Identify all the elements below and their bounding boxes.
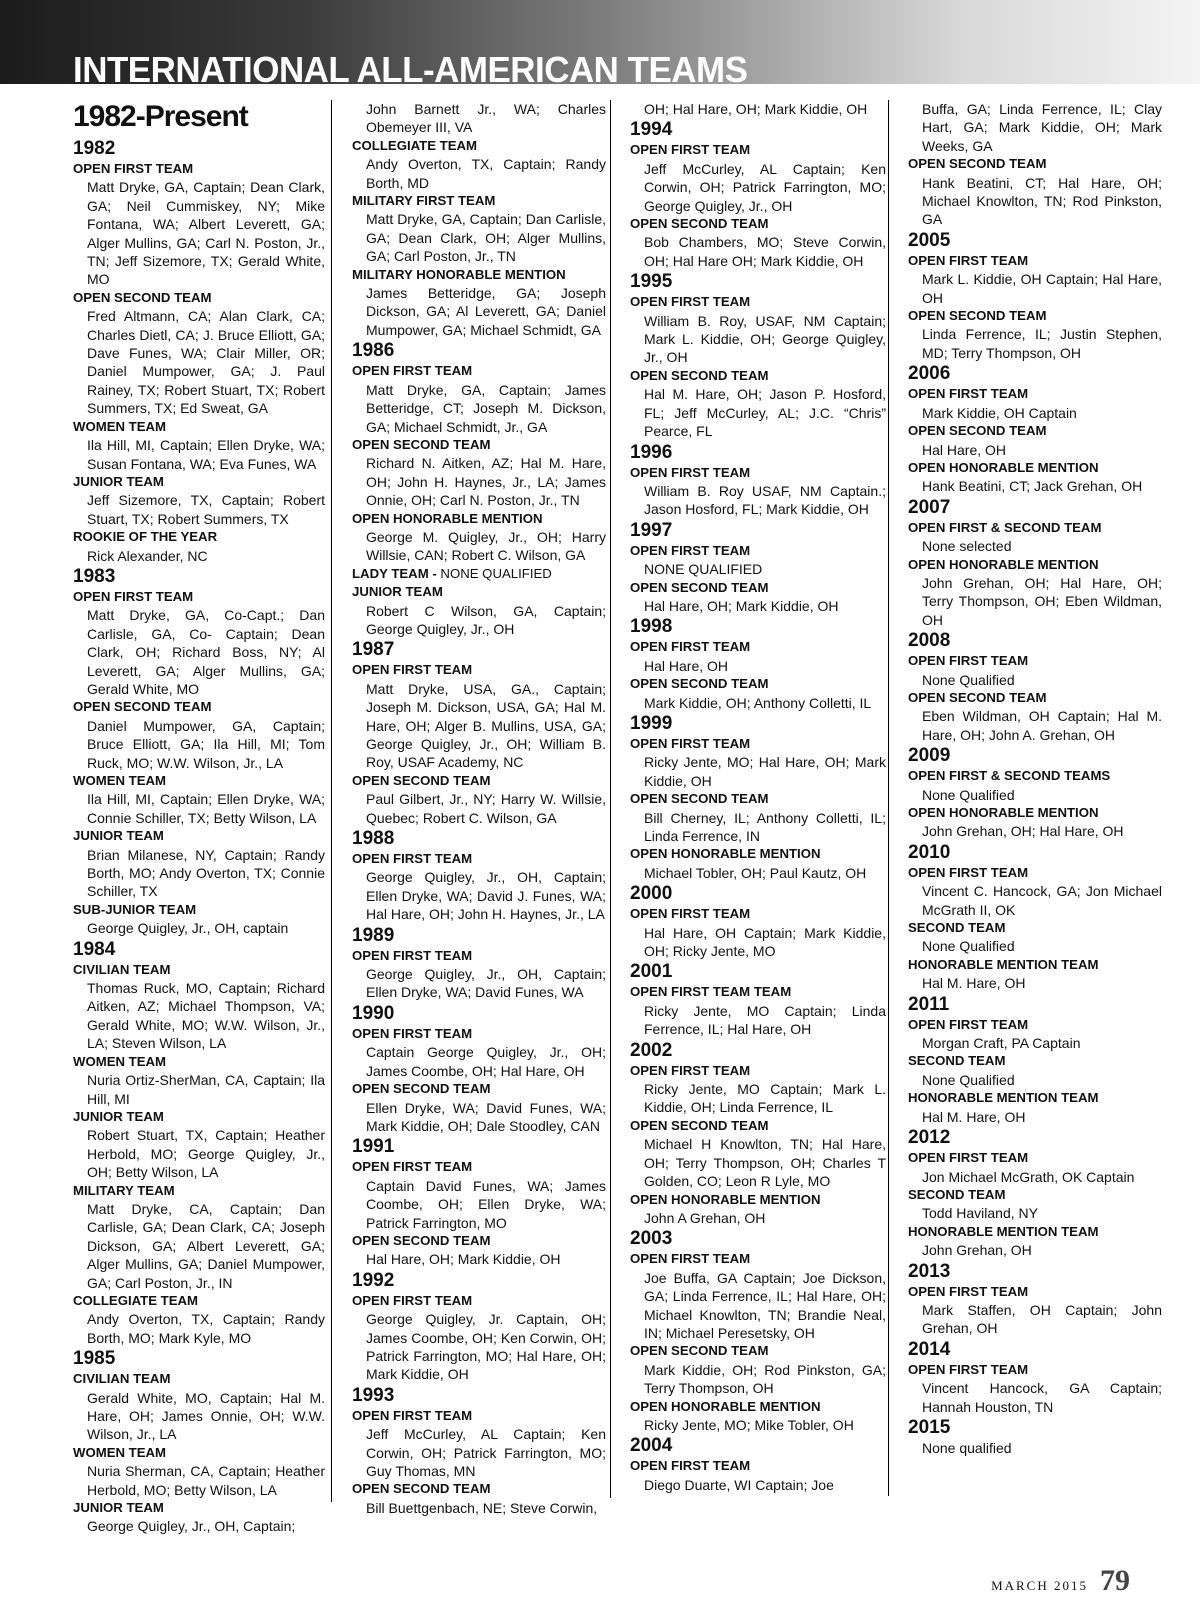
year-heading: 2000 — [630, 883, 673, 905]
team-heading — [73, 160, 325, 178]
team-label: WOMEN TEAM — [73, 1053, 167, 1069]
team-heading — [352, 1232, 606, 1250]
team-members: Linda Ferrence, IL; Justin Stephen, MD; Terry Thompson, OH — [922, 326, 1162, 361]
team-label: OPEN SECOND TEAM — [352, 1481, 491, 1497]
team-members: Bill Cherney, IL; Anthony Colletti, IL; Linda Ferrence, IN — [644, 809, 886, 844]
year-heading: 1995 — [630, 271, 673, 293]
team-members: Thomas Ruck, MO, Captain; Richard Aitken, AZ; Michael Thompson, VA; Gerald White, MO; W.W. Wilson, Jr., LA; Steven Wilson, LA — [87, 980, 325, 1052]
team-heading — [352, 565, 606, 583]
team-members: NONE QUALIFIED — [644, 561, 763, 578]
team-heading — [630, 579, 886, 597]
team-members: Michael H Knowlton, TN; Hal Hare, OH; Terry Thompson, OH; Charles T Golden, CO; Leon R Lyle, MO — [644, 1136, 886, 1190]
team-members: Matt Dryke, GA, Captain; Dan Carlisle, GA; Dean Clark, OH; Alger Mullins, GA; Carl Poston, Jr., TN — [366, 211, 606, 265]
team-heading — [908, 956, 1162, 974]
team-members: Nuria Ortiz-SherMan, CA, Captain; Ila Hill, MI — [87, 1072, 325, 1107]
team-members: Todd Haviland, NY — [922, 1205, 1038, 1222]
team-heading — [73, 528, 325, 546]
team-heading — [352, 1158, 606, 1176]
year-heading: 1999 — [630, 712, 673, 734]
team-label: SUB-JUNIOR TEAM — [73, 901, 197, 917]
team-label: OPEN FIRST TEAM — [908, 386, 1029, 402]
year-heading: 1985 — [73, 1348, 116, 1370]
column-1 — [73, 100, 325, 1536]
team-members: Captain George Quigley, Jr., OH; James Coombe, OH; Hal Hare, OH — [366, 1044, 606, 1079]
team-heading — [908, 307, 1162, 325]
team-label: OPEN FIRST TEAM — [352, 662, 473, 678]
column-4 — [908, 100, 1162, 1457]
team-heading — [352, 583, 606, 601]
team-heading — [908, 652, 1162, 670]
team-label: CIVILIAN TEAM — [73, 1371, 171, 1387]
team-heading — [73, 1053, 325, 1071]
team-label: OPEN SECOND TEAM — [630, 216, 769, 232]
team-heading — [630, 367, 886, 385]
team-heading — [630, 293, 886, 311]
team-label: COLLEGIATE TEAM — [352, 137, 478, 153]
team-label: JUNIOR TEAM — [73, 1500, 164, 1516]
column-rule — [331, 100, 332, 1502]
team-heading — [73, 698, 325, 716]
year-heading: 1986 — [352, 340, 395, 362]
team-members: Fred Altmann, CA; Alan Clark, CA; Charles Dietl, CA; J. Bruce Elliott, GA; Dave Funes, WA; Clair Miller, OR; Daniel Mumpower, GA; J. Paul Rainey, TX; Robert Stuart, TX; Robert Summers, TX; Ed Sweat, GA — [87, 308, 325, 417]
team-members: Eben Wildman, OH Captain; Hal M. Hare, OH; John A. Grehan, OH — [922, 708, 1162, 743]
team-label: LADY TEAM - — [352, 565, 437, 581]
team-members: Mark Kiddie, OH; Rod Pinkston, GA; Terry Thompson, OH — [644, 1361, 886, 1397]
year-heading: 2003 — [630, 1228, 673, 1250]
team-label: MILITARY FIRST TEAM — [352, 193, 496, 209]
team-heading — [352, 661, 606, 679]
year-heading: 1988 — [352, 828, 395, 850]
team-members: Hal M. Hare, OH; Jason P. Hosford, FL; Jeff McCurley, AL; J.C. “Chris” Pearce, FL — [644, 386, 886, 440]
team-members: Ricky Jente, MO Captain; Mark L. Kiddie, OH; Linda Ferrence, IL — [644, 1081, 886, 1116]
team-members: None selected — [922, 538, 1012, 555]
team-members: James Betteridge, GA; Joseph Dickson, GA; Al Leverett, GA; Daniel Mumpower, GA; Michael Schmidt, GA — [366, 285, 606, 338]
team-label: MILITARY TEAM — [73, 1182, 175, 1198]
team-heading — [73, 473, 325, 491]
team-members: George Quigley, Jr., OH, Captain; — [87, 1518, 296, 1535]
team-members: Nuria Sherman, CA, Captain; Heather Herbold, MO; Betty Wilson, LA — [87, 1463, 325, 1498]
year-heading: 2014 — [908, 1338, 951, 1360]
team-heading — [352, 510, 606, 528]
team-label: OPEN FIRST TEAM — [630, 735, 751, 751]
team-label: OPEN SECOND TEAM — [630, 1117, 769, 1133]
team-label: OPEN SECOND TEAM — [352, 436, 491, 452]
team-heading — [630, 905, 886, 923]
team-heading — [73, 1370, 325, 1388]
team-heading — [630, 141, 886, 159]
team-heading — [908, 1361, 1162, 1379]
year-heading: 2007 — [908, 496, 951, 518]
team-members: Bill Buettgenbach, NE; Steve Corwin, — [366, 1499, 598, 1516]
team-members: William B. Roy USAF, NM Captain.; Jason Hosford, FL; Mark Kiddie, OH — [644, 482, 886, 518]
team-label: OPEN FIRST TEAM — [73, 161, 194, 176]
team-heading — [73, 588, 325, 606]
year-heading: 2002 — [630, 1039, 673, 1061]
year-heading: 1989 — [352, 924, 395, 946]
team-members: Andy Overton, TX, Captain; Randy Borth, MO; Mark Kyle, MO — [87, 1311, 325, 1346]
team-heading — [73, 1108, 325, 1126]
team-heading — [352, 1407, 606, 1425]
issue-date: MARCH 2015 — [991, 1578, 1088, 1593]
team-heading — [73, 1444, 325, 1462]
team-label: HONORABLE MENTION TEAM — [908, 1090, 1099, 1106]
team-heading — [630, 1250, 886, 1268]
team-label: HONORABLE MENTION TEAM — [908, 1223, 1099, 1239]
team-members: None Qualified — [922, 786, 1015, 803]
column-rule — [610, 100, 611, 1498]
team-members: Hal M. Hare, OH — [922, 1108, 1026, 1125]
team-heading — [908, 1089, 1162, 1107]
team-heading — [352, 192, 606, 210]
year-heading: 2015 — [908, 1416, 951, 1438]
team-heading — [908, 252, 1162, 270]
team-label: OPEN FIRST TEAM — [908, 653, 1029, 669]
column-entries — [908, 100, 1162, 1457]
team-members: Ila Hill, MI, Captain; Ellen Dryke, WA; Connie Schiller, TX; Betty Wilson, LA — [87, 791, 325, 826]
team-members: John Grehan, OH; Hal Hare, OH; Terry Thompson, OH; Eben Wildman, OH — [922, 574, 1162, 628]
team-label: OPEN FIRST TEAM — [352, 1407, 473, 1423]
team-members: Captain David Funes, WA; James Coombe, OH; Ellen Dryke, WA; Patrick Farrington, MO — [366, 1177, 606, 1231]
team-members: Hank Beatini, CT; Jack Grehan, OH — [922, 478, 1143, 495]
team-members: John A Grehan, OH — [644, 1209, 766, 1226]
team-heading — [908, 1016, 1162, 1034]
team-members: George Quigley, Jr., OH, Captain; Ellen Dryke, WA; David J. Funes, WA; Hal Hare, OH; John H. Haynes, Jr., LA — [366, 869, 606, 923]
team-label: WOMEN TEAM — [73, 418, 167, 434]
team-label: OPEN HONORABLE MENTION — [352, 510, 543, 526]
team-label: OPEN SECOND TEAM — [630, 791, 769, 807]
year-heading: 1990 — [352, 1002, 395, 1024]
year-heading: 1996 — [630, 441, 673, 463]
column-entries — [73, 138, 325, 1536]
team-label: OPEN SECOND TEAM — [630, 367, 769, 383]
team-heading — [352, 362, 606, 380]
team-members: Ricky Jente, MO; Hal Hare, OH; Mark Kiddie, OH — [644, 754, 886, 789]
team-heading — [352, 850, 606, 868]
team-label: OPEN HONORABLE MENTION — [908, 805, 1099, 820]
team-heading — [630, 735, 886, 753]
team-label: OPEN FIRST TEAM — [630, 1062, 751, 1078]
team-members: Jeff McCurley, AL Captain; Ken Corwin, OH; Patrick Farrington, MO; Guy Thomas, MN — [366, 1426, 606, 1479]
team-heading — [908, 422, 1162, 440]
team-heading — [630, 983, 886, 1001]
team-heading — [352, 1480, 606, 1498]
team-heading — [908, 1283, 1162, 1301]
team-members: Vincent C. Hancock, GA; Jon Michael McGrath II, OK — [922, 883, 1162, 918]
team-label: OPEN SECOND TEAM — [630, 579, 769, 595]
team-members: None Qualified — [922, 671, 1015, 688]
team-members: Jeff Sizemore, TX, Captain; Robert Stuart, TX; Robert Summers, TX — [87, 492, 325, 527]
team-heading — [73, 418, 325, 436]
team-label: OPEN FIRST TEAM — [630, 464, 751, 480]
year-heading: 2011 — [908, 993, 950, 1015]
year-heading: 1998 — [630, 616, 673, 638]
team-heading — [908, 155, 1162, 173]
team-heading — [630, 464, 886, 482]
year-heading: 1987 — [352, 639, 395, 661]
team-members: Buffa, GA; Linda Ferrence, IL; Clay Hart, GA; Mark Kiddie, OH; Mark Weeks, GA — [922, 101, 1162, 154]
team-heading — [73, 289, 325, 307]
team-heading — [352, 1292, 606, 1310]
team-label: OPEN SECOND TEAM — [352, 1232, 491, 1248]
team-heading — [630, 215, 886, 233]
year-heading: 2006 — [908, 363, 951, 385]
year-heading: 1982 — [73, 138, 116, 159]
team-heading — [630, 845, 886, 863]
team-label: OPEN FIRST TEAM — [908, 1283, 1029, 1299]
team-label: OPEN SECOND TEAM — [73, 289, 212, 305]
team-label: OPEN FIRST TEAM — [630, 906, 751, 922]
team-heading — [908, 689, 1162, 707]
team-members: Mark Kiddie, OH; Anthony Colletti, IL — [644, 694, 872, 711]
team-members: George M. Quigley, Jr., OH; Harry Willsie, CAN; Robert C. Wilson, GA — [366, 528, 606, 564]
team-heading — [908, 1149, 1162, 1167]
team-heading — [908, 459, 1162, 477]
team-members: John Grehan, OH; Hal Hare, OH — [922, 823, 1124, 840]
team-label: WOMEN TEAM — [73, 773, 167, 788]
team-heading — [630, 638, 886, 656]
team-label: OPEN HONORABLE MENTION — [630, 1191, 821, 1207]
year-heading: 2001 — [630, 961, 673, 983]
team-note: NONE QUALIFIED — [440, 565, 552, 581]
team-heading — [630, 1342, 886, 1360]
team-label: OPEN FIRST TEAM — [73, 588, 194, 604]
team-heading — [908, 919, 1162, 937]
team-label: COLLEGIATE TEAM — [73, 1292, 199, 1308]
team-heading — [630, 1457, 886, 1475]
team-label: OPEN FIRST TEAM — [630, 1251, 751, 1267]
team-label: OPEN FIRST TEAM — [352, 851, 473, 867]
team-heading — [908, 385, 1162, 403]
team-members: Matt Dryke, GA, Captain; James Betteridge, CT; Joseph M. Dickson, GA; Michael Schmidt, Jr., GA — [366, 381, 606, 435]
team-label: OPEN SECOND TEAM — [630, 1343, 769, 1359]
team-members: Hal Hare, OH Captain; Mark Kiddie, OH; Ricky Jente, MO — [644, 924, 886, 960]
team-label: OPEN FIRST TEAM — [630, 142, 751, 158]
team-heading — [908, 556, 1162, 574]
team-label: OPEN SECOND TEAM — [73, 699, 212, 715]
team-label: JUNIOR TEAM — [73, 828, 164, 844]
team-members: None Qualified — [922, 938, 1015, 955]
team-members: Hank Beatini, CT; Hal Hare, OH; Michael Knowlton, TN; Rod Pinkston, GA — [922, 174, 1162, 228]
year-heading: 2008 — [908, 630, 951, 652]
team-heading — [908, 767, 1162, 785]
team-members: Hal Hare, OH — [922, 441, 1007, 458]
team-members: Ricky Jente, MO; Mike Tobler, OH — [644, 1416, 854, 1433]
column-2 — [352, 100, 606, 1517]
team-heading — [908, 519, 1162, 537]
team-members: Michael Tobler, OH; Paul Kautz, OH — [644, 864, 867, 881]
team-members: Hal Hare, OH; Mark Kiddie, OH — [644, 597, 839, 614]
column-3 — [630, 100, 886, 1494]
team-members: George Quigley, Jr., OH, captain — [87, 920, 289, 937]
team-label: OPEN FIRST & SECOND TEAM — [908, 519, 1102, 535]
team-members: Morgan Craft, PA Captain — [922, 1035, 1081, 1052]
team-members: William B. Roy, USAF, NM Captain; Mark L. Kiddie, OH; George Quigley, Jr., OH — [644, 312, 886, 366]
team-members: Richard N. Aitken, AZ; Hal M. Hare, OH; John H. Haynes, Jr., LA; James Onnie, OH; Carl N. Poston, Jr., TN — [366, 455, 606, 509]
team-heading — [352, 436, 606, 454]
team-members: George Quigley, Jr., OH, Captain; Ellen Dryke, WA; David Funes, WA — [366, 966, 606, 1001]
team-heading — [630, 1062, 886, 1080]
team-label: OPEN FIRST TEAM — [908, 252, 1029, 268]
team-heading — [352, 1080, 606, 1098]
team-label: MILITARY HONORABLE MENTION — [352, 266, 566, 282]
team-heading — [630, 1117, 886, 1135]
team-heading — [73, 827, 325, 845]
page-number: 79 — [1100, 1564, 1130, 1597]
team-heading — [352, 137, 606, 155]
team-label: OPEN FIRST TEAM — [908, 1150, 1029, 1166]
team-label: OPEN FIRST TEAM — [352, 363, 473, 379]
team-members: Jon Michael McGrath, OK Captain — [922, 1168, 1135, 1185]
team-label: OPEN HONORABLE MENTION — [630, 1398, 821, 1414]
team-label: WOMEN TEAM — [73, 1444, 167, 1460]
column-rule — [888, 100, 889, 1496]
year-heading: 2009 — [908, 745, 951, 767]
team-label: ROOKIE OF THE YEAR — [73, 529, 218, 545]
team-label: SECOND TEAM — [908, 1053, 1006, 1069]
year-heading: 1984 — [73, 938, 116, 960]
team-members: Paul Gilbert, Jr., NY; Harry W. Willsie, Quebec; Robert C. Wilson, GA — [366, 791, 606, 826]
column-entries — [630, 100, 886, 1494]
team-heading — [73, 961, 325, 979]
team-members: Hal Hare, OH — [644, 657, 729, 674]
team-members: Rick Alexander, NC — [87, 547, 208, 564]
team-label: HONORABLE MENTION TEAM — [908, 956, 1099, 972]
year-heading: 1983 — [73, 565, 116, 587]
team-heading — [630, 790, 886, 808]
team-members: Matt Dryke, CA, Captain; Dan Carlisle, GA; Dean Clark, CA; Joseph Dickson, GA; Albert Leverett, GA; Alger Mullins, GA; Daniel Mumpower, GA; Carl Poston, Jr., IN — [87, 1200, 325, 1291]
team-label: JUNIOR TEAM — [73, 1108, 164, 1124]
team-members: Andy Overton, TX, Captain; Randy Borth, MD — [366, 156, 606, 191]
year-heading: 1991 — [352, 1136, 395, 1158]
team-label: OPEN FIRST TEAM — [352, 947, 473, 963]
team-heading — [908, 804, 1162, 822]
team-heading — [908, 1186, 1162, 1204]
team-members: Daniel Mumpower, GA, Captain; Bruce Elliott, GA; Ila Hill, MI; Tom Ruck, MO; W.W. Wilson, Jr., LA — [87, 717, 325, 771]
team-members: Mark Kiddie, OH Captain — [922, 404, 1077, 421]
team-members: George Quigley, Jr. Captain, OH; James Coombe, OH; Ken Corwin, OH; Patrick Farrington, MO; Hal Hare, OH; Mark Kiddie, OH — [366, 1311, 606, 1383]
team-members: Joe Buffa, GA Captain; Joe Dickson, GA; Linda Ferrence, IL; Hal Hare, OH; Michael Knowlton, TN; Brandie Neal, IN; Michael Peresetsky, OH — [644, 1269, 886, 1341]
team-members: None qualified — [922, 1439, 1012, 1456]
team-label: OPEN FIRST TEAM — [630, 542, 751, 558]
team-label: OPEN SECOND TEAM — [908, 308, 1047, 324]
year-heading: 1997 — [630, 519, 673, 541]
team-members: John Grehan, OH — [922, 1242, 1032, 1259]
team-members: Robert C Wilson, GA, Captain; George Quigley, Jr., OH — [366, 602, 606, 637]
team-label: JUNIOR TEAM — [73, 473, 164, 489]
team-label: OPEN SECOND TEAM — [908, 689, 1047, 705]
team-label: OPEN HONORABLE MENTION — [908, 556, 1099, 572]
team-label: OPEN HONORABLE MENTION — [630, 846, 821, 862]
team-members: Brian Milanese, NY, Captain; Randy Borth, MO; Andy Overton, TX; Connie Schiller, TX — [87, 846, 325, 900]
team-label: JUNIOR TEAM — [352, 584, 443, 600]
team-heading — [73, 1182, 325, 1200]
team-heading — [73, 1292, 325, 1310]
column-entries — [352, 100, 606, 1517]
team-members: OH; Hal Hare, OH; Mark Kiddie, OH — [644, 101, 868, 117]
team-heading — [352, 772, 606, 790]
team-members: None Qualified — [922, 1071, 1015, 1088]
team-members: Mark L. Kiddie, OH Captain; Hal Hare, OH — [922, 271, 1162, 306]
team-members: Ellen Dryke, WA; David Funes, WA; Mark Kiddie, OH; Dale Stoodley, CAN — [366, 1099, 606, 1134]
team-label: OPEN FIRST TEAM — [352, 1025, 473, 1041]
team-members: Matt Dryke, GA, Captain; Dean Clark, GA; Neil Cummiskey, NY; Mike Fontana, WA; Albert Leverett, GA; Alger Mullins, GA; Carl N. Poston, Jr., TN; Jeff Sizemore, TX; Gerald White, MO — [87, 179, 325, 288]
page-title: INTERNATIONAL ALL-AMERICAN TEAMS — [73, 49, 748, 90]
team-members: Matt Dryke, GA, Co-Capt.; Dan Carlisle, GA, Co- Captain; Dean Clark, OH; Richard Boss, NY; Al Leverett, GA; Alger Mullins, GA; Gerald White, MO — [87, 607, 325, 697]
team-members: Mark Staffen, OH Captain; John Grehan, OH — [922, 1301, 1162, 1337]
year-heading: 1993 — [352, 1384, 395, 1406]
year-heading: 2010 — [908, 841, 951, 863]
team-members: Jeff McCurley, AL Captain; Ken Corwin, OH; Patrick Farrington, MO; George Quigley, Jr., OH — [644, 160, 886, 214]
team-heading — [73, 1499, 325, 1517]
team-members: Hal M. Hare, OH — [922, 975, 1026, 992]
year-heading: 1994 — [630, 119, 673, 141]
team-label: OPEN FIRST TEAM — [908, 1361, 1029, 1377]
team-members: Ricky Jente, MO Captain; Linda Ferrence, IL; Hal Hare, OH — [644, 1002, 886, 1038]
team-heading — [630, 1398, 886, 1416]
team-label: OPEN FIRST TEAM — [630, 1458, 751, 1474]
team-label: SECOND TEAM — [908, 920, 1006, 936]
team-members: Bob Chambers, MO; Steve Corwin, OH; Hal Hare OH; Mark Kiddie, OH — [644, 234, 886, 269]
team-label: OPEN FIRST & SECOND TEAMS — [908, 768, 1111, 784]
team-heading — [908, 1052, 1162, 1070]
team-members: Matt Dryke, USA, GA., Captain; Joseph M. Dickson, USA, GA; Hal M. Hare, OH; Alger B. Mullins, USA, GA; George Quigley, Jr., OH; William B. Roy, USAF Academy, NC — [366, 680, 606, 771]
team-heading — [73, 772, 325, 790]
team-label: OPEN FIRST TEAM — [630, 294, 751, 310]
year-heading: 1992 — [352, 1269, 395, 1291]
team-heading — [630, 675, 886, 693]
team-members: Hal Hare, OH; Mark Kiddie, OH — [366, 1251, 561, 1268]
section-heading: 1982-Present — [73, 100, 248, 133]
team-members: Diego Duarte, WI Captain; Joe — [644, 1476, 834, 1493]
page-footer — [991, 1564, 1130, 1598]
team-heading — [352, 1025, 606, 1043]
team-members: Robert Stuart, TX, Captain; Heather Herbold, MO; George Quigley, Jr., OH; Betty Wilson, LA — [87, 1127, 325, 1181]
team-heading — [630, 1191, 886, 1209]
team-label: CIVILIAN TEAM — [73, 961, 171, 977]
year-heading: 2012 — [908, 1127, 951, 1149]
team-label: OPEN HONORABLE MENTION — [908, 459, 1099, 475]
team-label: SECOND TEAM — [908, 1186, 1006, 1202]
team-label: OPEN SECOND TEAM — [908, 156, 1047, 172]
team-heading — [73, 901, 325, 919]
team-label: OPEN SECOND TEAM — [908, 423, 1047, 439]
team-label: OPEN FIRST TEAM — [352, 1292, 473, 1308]
team-members: John Barnett Jr., WA; Charles Obemeyer III, VA — [366, 101, 606, 136]
team-label: OPEN SECOND TEAM — [352, 1081, 491, 1097]
year-heading: 2005 — [908, 229, 951, 251]
team-members: Gerald White, MO, Captain; Hal M. Hare, OH; James Onnie, OH; W.W. Wilson, Jr., LA — [87, 1389, 325, 1443]
year-heading: 2013 — [908, 1260, 951, 1282]
team-label: OPEN SECOND TEAM — [630, 676, 769, 692]
team-heading — [908, 864, 1162, 882]
team-label: OPEN FIRST TEAM — [630, 639, 751, 655]
team-heading — [630, 542, 886, 560]
team-label: OPEN FIRST TEAM — [908, 1016, 1029, 1032]
team-label: OPEN FIRST TEAM — [908, 864, 1029, 880]
team-label: OPEN FIRST TEAM — [352, 1159, 473, 1175]
year-heading: 2004 — [630, 1435, 673, 1457]
team-label: OPEN SECOND TEAM — [352, 772, 491, 788]
team-heading — [352, 266, 606, 284]
team-heading — [352, 947, 606, 965]
team-heading — [908, 1223, 1162, 1241]
team-members: Vincent Hancock, GA Captain; Hannah Houston, TN — [922, 1380, 1162, 1415]
team-label: OPEN FIRST TEAM TEAM — [630, 984, 792, 1000]
team-members: Ila Hill, MI, Captain; Ellen Dryke, WA; Susan Fontana, WA; Eva Funes, WA — [87, 437, 325, 472]
